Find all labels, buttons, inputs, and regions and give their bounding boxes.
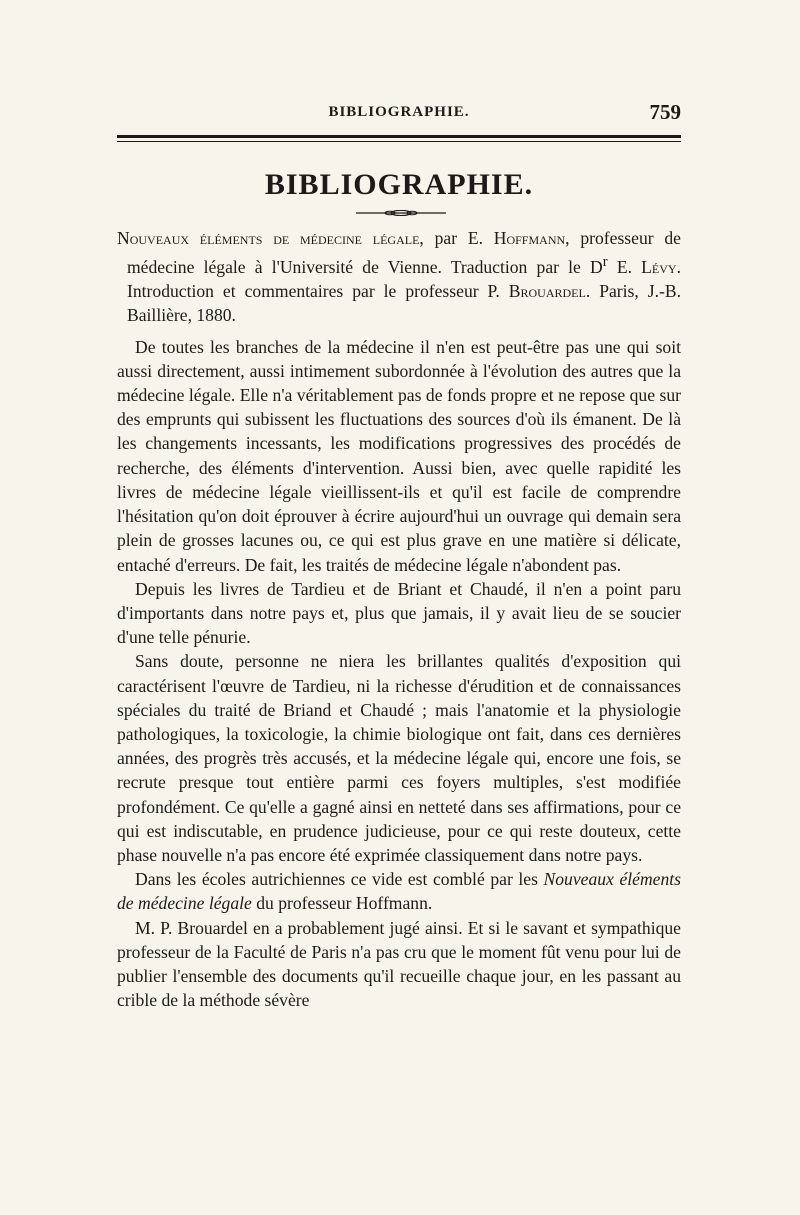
paragraph-4-end: du professeur Hoffmann.: [251, 893, 433, 914]
translator-name: Lévy: [641, 257, 677, 278]
commentator-name: Brouardel: [508, 281, 586, 302]
ornament-divider: [356, 210, 446, 216]
translator-prefix: E.: [607, 257, 642, 278]
paragraph-5: M. P. Brouardel en a probablement jugé ainsi. Et si le savant et sympathique professeur de la Faculté de Paris n'a pas cru que le moment fût venu pour lui de publier l'ensemble des documents qu'il recueille chaque jour, en les passant au crible de la méthode sévère: [117, 917, 681, 1011]
paragraph-2: Depuis les livres de Tardieu et de Briant et Chaudé, il n'en a point paru d'importants dans notre pays et, plus que jamais, il y avait lieu de se soucier d'une telle pénurie.: [117, 578, 681, 648]
article-body: [117, 226, 681, 1012]
running-title: BIBLIOGRAPHIE.: [328, 104, 470, 120]
book-title: Nouveaux éléments de médecine légale: [117, 228, 420, 248]
entry-text-2: . Introduction et commentaires par le professeur P.: [127, 257, 681, 302]
header-rule-thick: [117, 135, 681, 138]
running-head: [117, 100, 681, 126]
cited-book-title: Nouveaux éléments de médecine légale: [117, 869, 681, 914]
entry-text-1: , professeur de médecine légale à l'Université de Vienne. Traduction par le D: [127, 228, 681, 278]
paragraph-4-start: Dans les écoles autrichiennes ce vide est comblé par les: [135, 869, 544, 890]
dr-superscript: r: [602, 254, 608, 271]
header-rule-thin: [117, 141, 681, 142]
section-title: BIBLIOGRAPHIE.: [264, 168, 534, 201]
bibliographic-entry: [117, 226, 681, 328]
author-name: E. Hoffmann: [467, 228, 566, 248]
page-number: 759: [649, 100, 681, 124]
paragraph-1: De toutes les branches de la médecine il n'en est peut-être pas une qui soit aussi directement, aussi intimement subordonnée à l'évolution des autres que la médecine légale. Elle n'a véritablement pas de fonds propre et ne repose que sur des emprunts qui subissent les fluctuations des sources d'où ils émanent. De là les changements incessants, les modifications progressives des procédés de recherche, des éléments d'intervention. Aussi bien, avec quelle rapidité les livres de médecine légale vieillissent-ils et qu'il est facile de comprendre l'hésitation qu'on doit éprouver à écrire aujourd'hui un ouvrage qui demain sera plein de grosses lacunes ou, ce qui est plus grave en une matière si délicate, entaché d'erreurs. De fait, les traités de médecine légale n'abondent pas.: [117, 336, 681, 575]
publisher-info: . Paris, J.-B. Baillière, 1880.: [127, 281, 681, 326]
paragraph-4: [117, 867, 681, 915]
entry-by: , par: [419, 228, 468, 248]
paragraph-3: Sans doute, personne ne niera les brillantes qualités d'exposition qui caractérisent l'œuvre de Tardieu, ni la richesse d'érudition et de connaissances spéciales du traité de Briand et Chaudé ; mais l'anatomie et la physiologie pathologiques, la toxicologie, la chimie biologique ont fait, dans ces dernières années, des progrès très accusés, et la médecine légale qui, encore une fois, se recrute presque tout entière parmi ces foyers multiples, s'est modifiée profondément. Ce qu'elle a gagné ainsi en netteté dans ses affirmations, pour ce qui est indiscutable, en prudence judicieuse, pour ce qui reste douteux, cette phase nouvelle n'a pas encore été exprimée classiquement dans notre pays.: [117, 651, 681, 865]
